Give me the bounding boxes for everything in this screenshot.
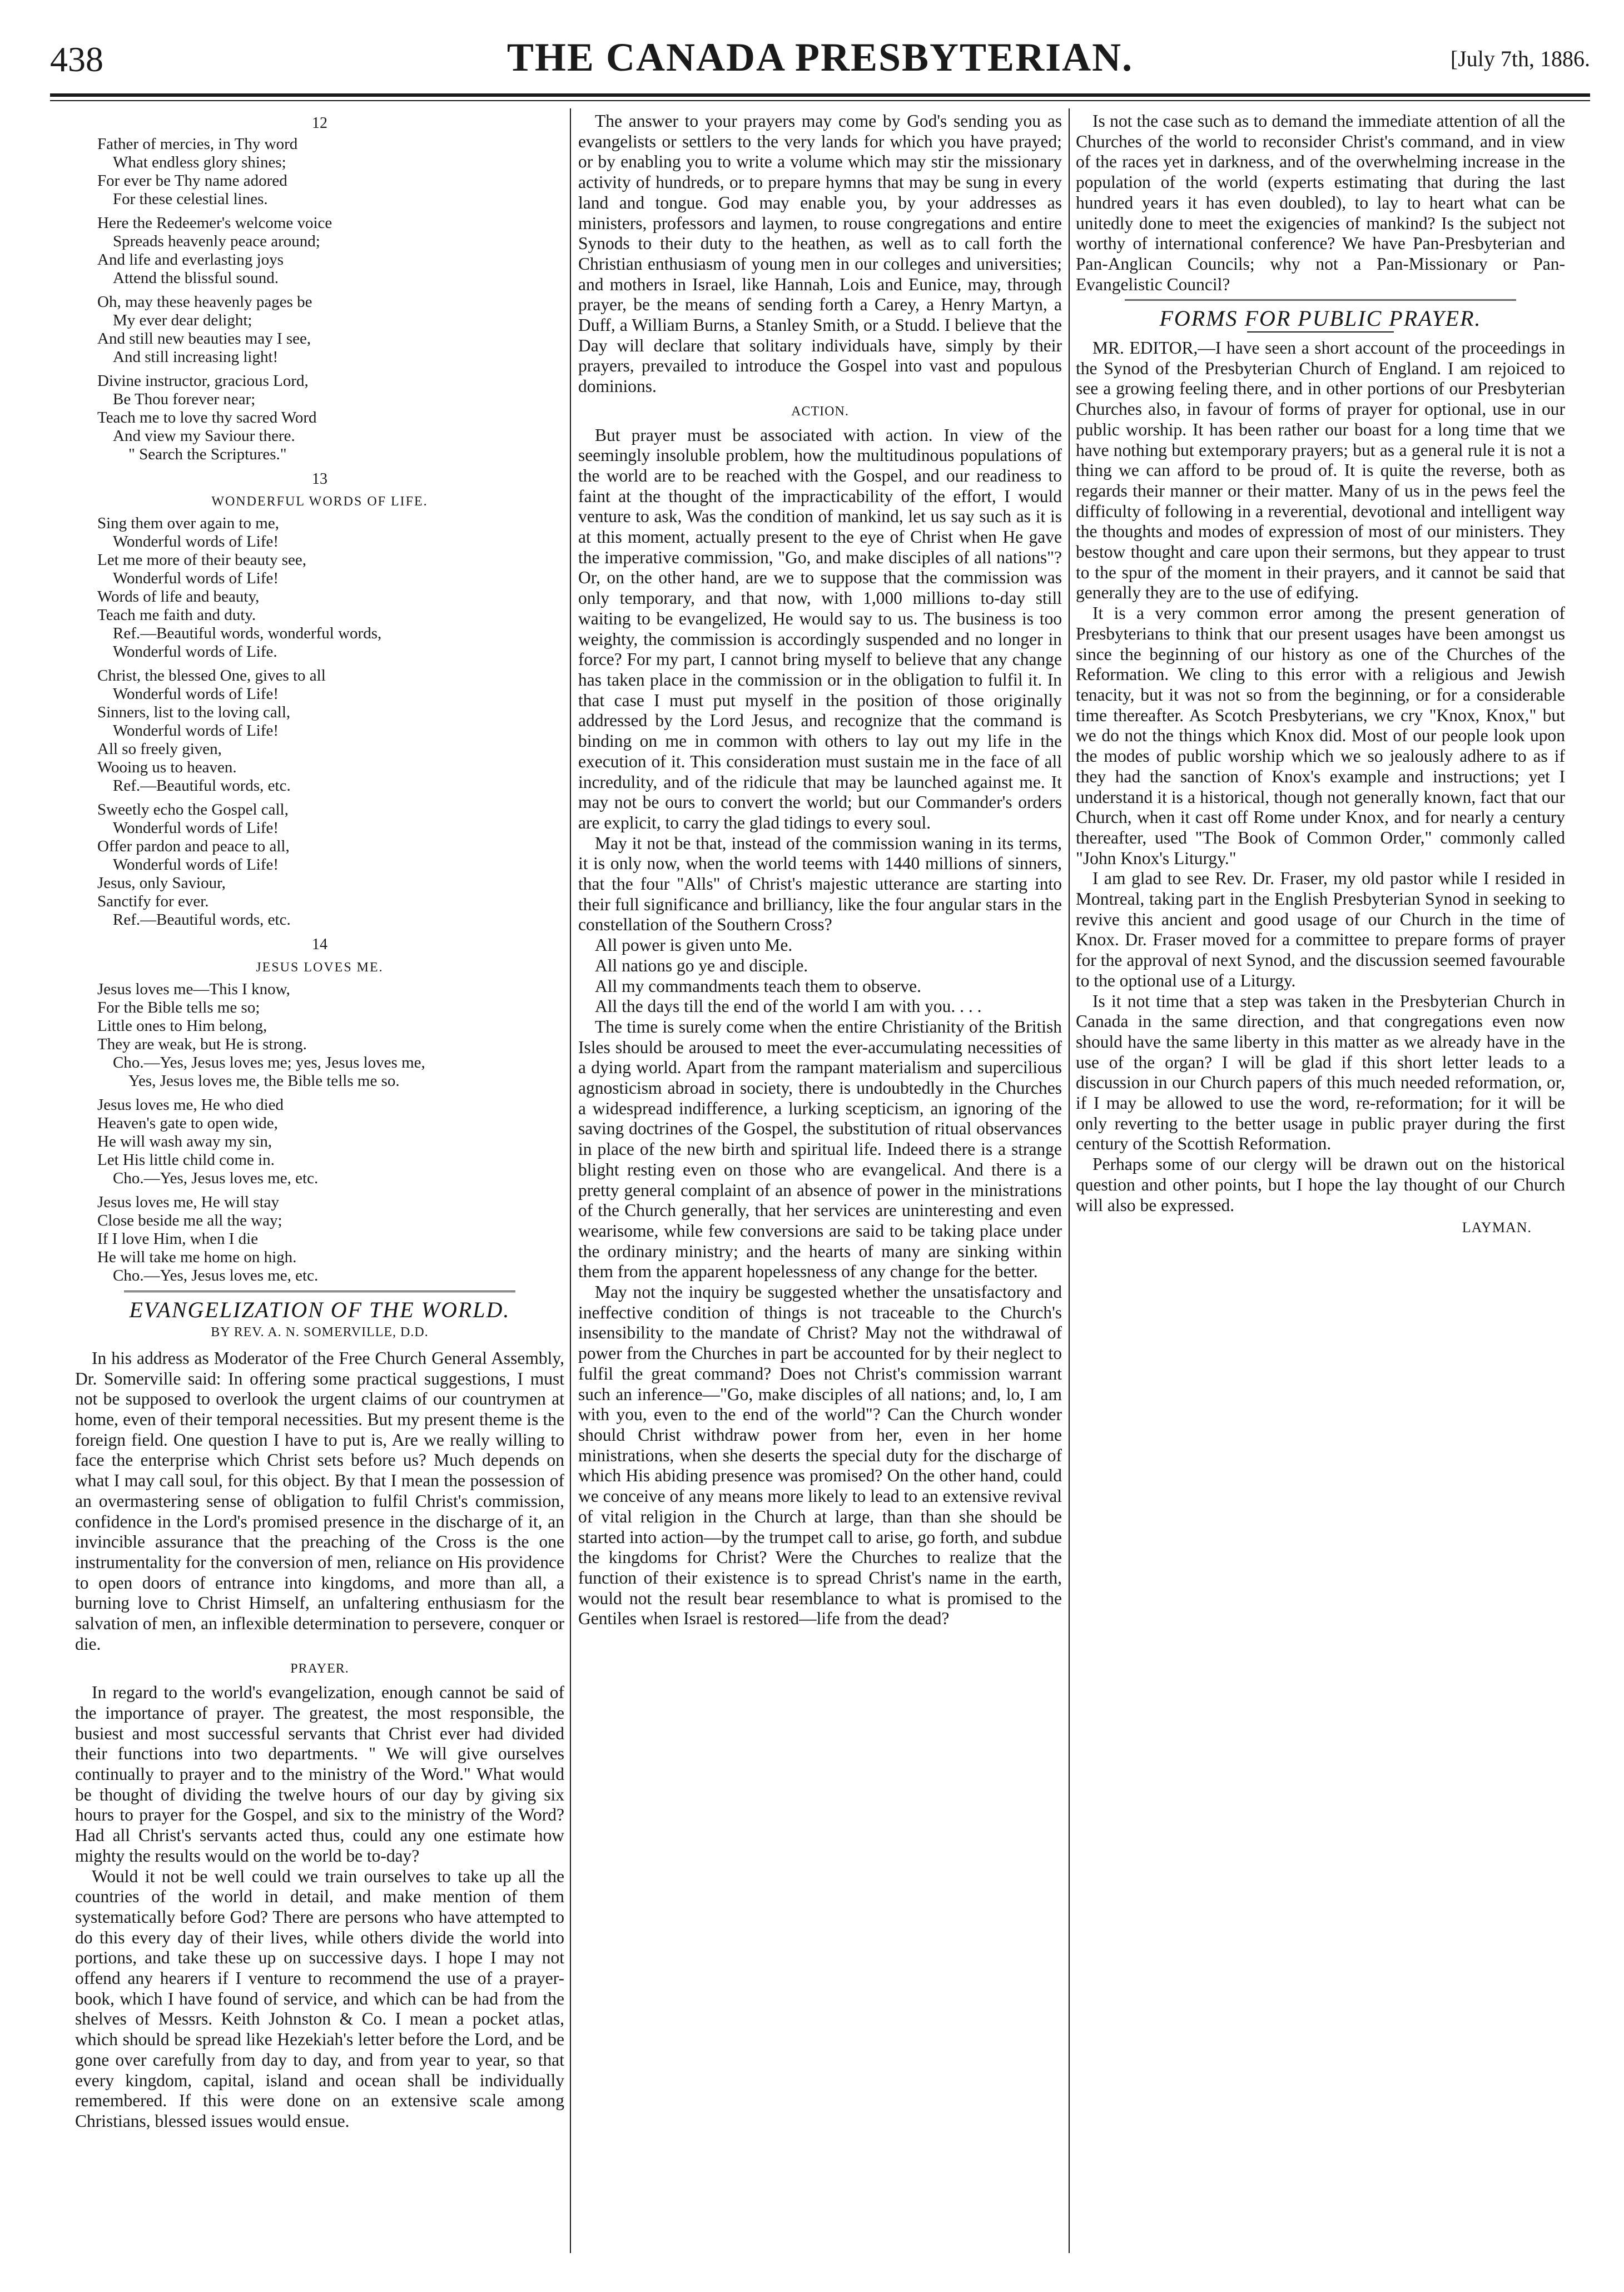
verse-line: Close beside me all the way; — [97, 1211, 282, 1229]
verse-line: Teach me faith and duty. — [97, 606, 256, 624]
verse-line: Wonderful words of Life! — [113, 819, 279, 837]
verse-line: Attend the blissful sound. — [113, 269, 279, 287]
verse-line: Words of life and beauty, — [97, 588, 260, 606]
verse-line: Wonderful words of Life! — [113, 722, 279, 740]
article-separator — [124, 1291, 515, 1292]
hymn-stanza — [75, 514, 564, 661]
header-rule-thin — [50, 100, 1590, 101]
hymn-number: 13 — [312, 470, 327, 488]
hymn-stanza — [75, 1096, 564, 1188]
verse-line: Jesus loves me—This I know, — [97, 980, 290, 998]
hymn-number: 12 — [312, 115, 327, 132]
verse-line: Heaven's gate to open wide, — [97, 1114, 278, 1132]
verse-line: Divine instructor, gracious Lord, — [97, 371, 309, 390]
verse-line: Ref.—Beautiful words, etc. — [113, 777, 291, 795]
issue-date: [July 7th, 1886. — [1450, 46, 1590, 71]
verse-line: Sinners, list to the loving call, — [97, 703, 291, 722]
masthead: THE CANADA PRESBYTERIAN. — [506, 35, 1134, 80]
hymn-stanza — [75, 372, 564, 464]
hymn-stanza — [75, 980, 564, 1090]
paragraph: Is not the case such as to demand the immediate attention of all the Churches of the world to reconsider Christ's command, and in view of the races yet in darkness, and of the overwhelming increase in the population of the world (experts estimating that during the last hundred years it has even doubled), to lay to heart what can be unitedly done to meet the exigencies of mankind? Is the subject not worthy of international conference? We have Pan-Presbyterian and Pan-Anglican Councils; why not a Pan-Missionary or Pan-Evangelistic Council? — [1076, 111, 1565, 294]
verse-line: Jesus, only Saviour, — [97, 874, 226, 892]
article-byline: BY REV. A. N. SOMERVILLE, D.D. — [211, 1325, 429, 1340]
verse-line: They are weak, but He is strong. — [97, 1035, 307, 1053]
verse-line: Wonderful words of Life! — [113, 569, 279, 588]
verse-line: Teach me to love thy sacred Word — [97, 408, 317, 426]
verse-line: " Search the Scriptures." — [128, 445, 287, 463]
verse-line: Yes, Jesus loves me, the Bible tells me so. — [128, 1071, 400, 1090]
section-heading: PRAYER. — [290, 1661, 349, 1676]
page-header — [50, 28, 1590, 95]
verse-line: Offer pardon and peace to all, — [97, 837, 290, 856]
verse-line: All my commandments teach them to observe. — [595, 976, 921, 996]
verse-line: Cho.—Yes, Jesus loves me, etc. — [113, 1266, 319, 1284]
hymn-stanza — [75, 293, 564, 366]
verse-line: Jesus loves me, He will stay — [97, 1193, 280, 1211]
verse-line: Little ones to Him belong, — [97, 1016, 267, 1035]
verse-line: Sanctify for ever. — [97, 892, 209, 911]
verse-line: Wonderful words of Life! — [113, 685, 279, 703]
paragraph: Perhaps some of our clergy will be drawn out on the historical question and other points, but I hope the lay thought of our Church will also be expressed. — [1076, 1154, 1565, 1215]
verse-line: Sing them over again to me, — [97, 514, 279, 533]
paragraph: May it not be that, instead of the commission waning in its terms, it is only now, when the world teems with 1440 millions of sinners, that the four "Alls" of Christ's majestic utterance are starting into their full significance and brilliancy, like the four angular stars in the constellation of the Southern Cross? — [578, 833, 1062, 935]
verse-line: For ever be Thy name adored — [97, 171, 287, 190]
verse-line: Jesus loves me, He who died — [97, 1095, 284, 1114]
paragraph: Is it not time that a step was taken in the Presbyterian Church in Canada in the same direction, and that congregations even now should have the same liberty in this matter as we already have in the use of the organ? I will be glad if this short letter leads to a discussion in our Church papers of this much needed reformation, or, if I may be allowed to use the word, re-reformation; for it will be only reverting to the better usage in public prayer during the first century of the Scottish Reformation. — [1076, 991, 1565, 1154]
paragraph: But prayer must be associated with action. In view of the seemingly insoluble problem, how the multitudinous populations of the world are to be reached with the Gospel, and our readiness to faint at the thought of the impracticability of the effort, I would venture to ask, Was the condition of mankind, let us say such as it is at this moment, actually present to the eye of Christ when He gave the imperative commission, "Go, and make disciples of all nations"? Or, on the other hand, are we to suppose that the commission was only temporary, and that now, with 1,000 millions to-day still waiting to be evangelized, He would say to us. The business is too weighty, the commission is accordingly suspended and no longer in force? For my part, I cannot bring myself to believe that any change has taken place in the commission or in the obligation to fulfil it. In that case I must put myself in the position of those originally addressed by the Lord Jesus, and recognize that the command is binding on me in common with others to lay out my life in the execution of it. This consideration must sustain me in the face of all incredulity, and of the ridicule that may be launched against me. It may not be ours to convert the world; but our Commander's orders are explicit, to carry the glad tidings to every soul. — [578, 425, 1062, 832]
verse-line: He will take me home on high. — [97, 1248, 297, 1266]
verse-line: And still increasing light! — [113, 348, 279, 366]
verse-line: Cho.—Yes, Jesus loves me; yes, Jesus loves me, — [113, 1053, 425, 1071]
verse-line: And view my Saviour there. — [113, 426, 295, 445]
hymn-stanza — [75, 1193, 564, 1285]
verse-line: Let His little child come in. — [97, 1150, 275, 1169]
verse-line: Ref.—Beautiful words, etc. — [113, 911, 291, 929]
hymn-number: 14 — [312, 936, 327, 954]
verse-line: All the days till the end of the world I am with you. . . . — [595, 996, 982, 1016]
column-3 — [1076, 111, 1565, 2259]
verse-line: Christ, the blessed One, gives to all — [97, 667, 326, 685]
verse-line: All nations go ye and disciple. — [595, 955, 808, 975]
paragraph: Would it not be well could we train ourselves to take up all the countries of the world in detail, and make mention of them systematically before God? There are persons who have attempted to do this every day of their lives, while others divide the world into portions, and take these up on successive days. I hope I may not offend any hearers if I venture to recommend the use of a prayer-book, which I have found of service, and which can be had from the shelves of Messrs. Keith Johnston & Co. I mean a pocket atlas, which should be spread like Hezekiah's letter before the Lord, and be gone over carefully from day to day, and from year to year, so that every kingdom, capital, island and ocean shall be individually remembered. If this were done on an extensive scale among Christians, blessed issues would ensue. — [75, 1866, 564, 2131]
verse-line: All so freely given, — [97, 740, 222, 758]
paragraph: MR. EDITOR,—I have seen a short account of the proceedings in the Synod of the Presbyterian Church of England. I am rejoiced to see a growing feeling there, and in other portions of our Presbyterian Churches also, in favour of forms of prayer for optional, use in our public worship. It has been rather our boast for a long time that we have nothing but extemporary prayers; but as a general rule it is not a thing we can afford to be proud of. It is quite the reverse, both as regards their manner or their matter. Many of us in the pews feel the difficulty of following in a reverential, devotional and intelligent way the thoughts and modes of expression of most of our ministers. They bestow thought and care upon their sermons, but they appear to trust to the spur of the moment in their prayers, and it cannot be said that generally they are to the use of edifying. — [1076, 338, 1565, 603]
verse-line: Wonderful words of Life! — [113, 856, 279, 874]
article-separator — [1125, 299, 1516, 301]
article-title: FORMS FOR PUBLIC PRAYER. — [1159, 306, 1482, 331]
hymn-title: WONDERFUL WORDS OF LIFE. — [211, 494, 428, 509]
article-title: EVANGELIZATION OF THE WORLD. — [129, 1297, 510, 1322]
column-divider — [1069, 108, 1070, 2253]
verse-line: Ref.—Beautiful words, wonderful words, — [113, 624, 382, 643]
hymn-stanza — [75, 214, 564, 287]
verse-line: What endless glory shines; — [113, 153, 286, 171]
verse-line: For these celestial lines. — [113, 190, 268, 208]
hymn-stanza — [75, 801, 564, 929]
paragraph: In regard to the world's evangelization, enough cannot be said of the importance of prayer. The greatest, the most responsible, the busiest and most successful servants that Christ ever had divided their functions into two departments. " We will give ourselves continually to prayer and to the ministry of the Word." What would be thought of dividing the twelve hours of our day by giving six hours to prayer for the Gospel, and six to the ministry of the Word? Had all Christ's servants acted thus, could any one estimate how mighty the results would on the world be to-day? — [75, 1683, 564, 1866]
verse-line: He will wash away my sin, — [97, 1132, 272, 1150]
hymn-stanza — [75, 667, 564, 795]
verse-line: Spreads heavenly peace around; — [113, 232, 320, 250]
verse-line: All power is given unto Me. — [595, 935, 793, 955]
signature: LAYMAN. — [1462, 1219, 1532, 1236]
verse-line: If I love Him, when I die — [97, 1229, 259, 1248]
verse-line: Here the Redeemer's welcome voice — [97, 214, 332, 232]
paragraph: I am glad to see Rev. Dr. Fraser, my old pastor while I resided in Montreal, taking part in the English Presbyterian Synod in seeking to revive this ancient and good usage of our Church in the time of Knox. Dr. Fraser moved for a committee to prepare forms of prayer for the approval of next Synod, and the discussion seemed favourable to the optional use of a Liturgy. — [1076, 869, 1565, 990]
verse-line: Father of mercies, in Thy word — [97, 135, 298, 153]
verse-line: And life and everlasting joys — [97, 250, 284, 269]
verse-line: My ever dear delight; — [113, 311, 252, 329]
column-1 — [75, 111, 564, 2259]
verse-line: For the Bible tells me so; — [97, 998, 260, 1016]
header-rule — [50, 93, 1590, 97]
page-number: 438 — [50, 39, 103, 79]
verse-line: Wooing us to heaven. — [97, 758, 237, 777]
verse-line: Wonderful words of Life! — [113, 533, 279, 551]
paragraph: In his address as Moderator of the Free Church General Assembly, Dr. Somerville said: In offering some practical suggestions, I must not be supposed to overlook the urgent claims of our countrymen at home, even of their temporal necessities. But my present theme is the foreign field. One question I have to put is, Are we really willing to face the enterprise which Christ sets before us? Much depends on what I may call soul, for this object. By that I mean the possession of an overmastering sense of obligation to fulfil Christ's commission, confidence in the Lord's promised presence in the discharge of it, an invincible assurance that the preaching of the Cross is the one instrumentality for the conversion of men, reliance on His providence to open doors of entrance into kingdoms, and more than all, a burning love to Christ Himself, an unfaltering enthusiasm for the salvation of men, an inflexible determination to persevere, conquer or die. — [75, 1348, 564, 1654]
paragraph: The time is surely come when the entire Christianity of the British Isles should be aroused to meet the ever-accumulating necessities of a dying world. Apart from the rampant materialism and supercilious agnosticism abroad in society, there is undoubtedly in the Churches a widespread indifference, a lurking scepticism, an ignoring of the saving doctrines of the Gospel, the substitution of ritual observances in place of the new birth and spiritual life. Indeed there is a strange blight resting even on those who are evangelical. And there is a pretty general complaint of an absence of power in the ministrations of the Church generally, that her services are uninteresting and even wearisome, while few conversions are said to be taking place under the ordinary ministry; and the hearts of many are sinking within them from the apparent hopelessness of any change for the better. — [578, 1016, 1062, 1282]
hymn-title: JESUS LOVES ME. — [256, 960, 384, 975]
title-underline — [1247, 331, 1394, 333]
column-divider — [570, 108, 571, 2253]
verse-line: Let me more of their beauty see, — [97, 551, 307, 569]
verse-line: Be Thou forever near; — [113, 390, 256, 408]
column-2 — [578, 111, 1062, 2259]
scripture-verse — [578, 935, 1062, 1017]
verse-line: Oh, may these heavenly pages be — [97, 292, 312, 311]
paragraph: The answer to your prayers may come by God's sending you as evangelists or settlers to the very lands for which you have prayed; or by enabling you to write a volume which may stir the missionary activity of hundreds, or to prepare hymns that may be sung in every land and tongue. God may enable you, by your addresses as ministers, professors and laymen, to rouse congregations and entire Synods to their duty to the heathen, as well as to call forth the Christian enthusiasm of young men in our colleges and universities; and mothers in Israel, like Hannah, Lois and Eunice, may, through prayer, be the means of sending forth a Carey, a Henry Martyn, a Duff, a William Burns, a Stanley Smith, or a Studd. I believe that the Day will declare that solitary individuals have, simply by their prayers, prevailed to introduce the Gospel into vast and populous dominions. — [578, 111, 1062, 396]
hymn-stanza — [75, 135, 564, 209]
verse-line: Cho.—Yes, Jesus loves me, etc. — [113, 1169, 319, 1187]
paragraph: May not the inquiry be suggested whether the unsatisfactory and ineffective condition of things is not traceable to the Church's insensibility to the mandate of Christ? May not the withdrawal of power from the Churches in part be accounted for by their neglect to fulfil the great command? Does not Christ's commission warrant such an inference—"Go, make disciples of all nations; and, lo, I am with you, even to the end of the world"? Can the Church wonder should Christ withdraw power from her, even in her home ministrations, when she deserts the special duty for the discharge of which His abiding presence was promised? On the other hand, could we conceive of any means more likely to lead to an extensive revival of vital religion in the Church at large, than than she should be started into action—by the trumpet call to arise, go forth, and subdue the kingdoms for Christ? Were the Churches to realize that the function of their existence is to spread Christ's name in the earth, would not the result bear resemblance to what is promised to the Gentiles when Israel is restored—life from the dead? — [578, 1282, 1062, 1629]
verse-line: Wonderful words of Life. — [113, 643, 277, 661]
verse-line: Sweetly echo the Gospel call, — [97, 801, 289, 819]
verse-line: And still new beauties may I see, — [97, 329, 311, 348]
paragraph: It is a very common error among the present generation of Presbyterians to think that our present usages have been amongst us since the beginning of our history as one of the Churches of the Reformation. We cling to this error with a religious and Jewish tenacity, but it was not so from the beginning, or for a considerable time thereafter. As Scotch Presbyterians, we cry "Knox, Knox," but we do not the things which Knox did. Most of our people look upon the modes of public worship which we so jealously adhere to as if they had the sanction of Knox's example and instructions; yet I understand it is a historical, though not generally known, fact that our Church, when it cast off Rome under Knox, and for nearly a century thereafter, used "The Book of Common Order," commonly called "John Knox's Liturgy." — [1076, 603, 1565, 868]
section-heading: ACTION. — [791, 404, 849, 419]
